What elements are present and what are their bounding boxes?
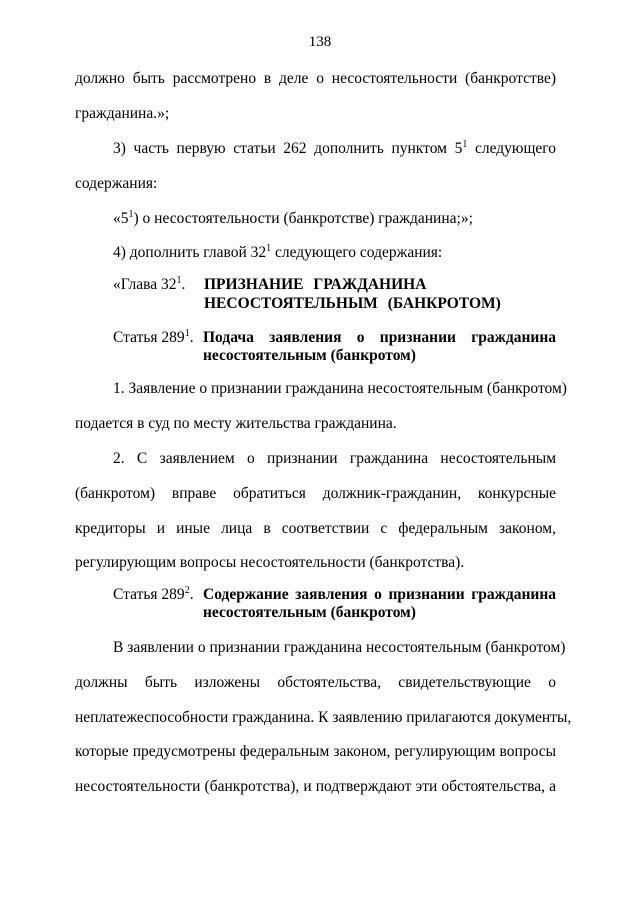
article-label: Статья $289^1$. xyxy=(113,328,194,346)
article-title: Содержание заявления о признании гражданина xyxy=(203,586,556,603)
article-label: Статья $289^2$. xyxy=(113,585,194,603)
text-line: подается в суд по месту жительства гражданина. xyxy=(75,415,397,432)
chapter-title: ПРИЗНАНИЕ ГРАЖДАНИНА xyxy=(204,276,427,293)
chapter-title: НЕСОСТОЯТЕЛЬНЫМ (БАНКРОТОМ) xyxy=(204,295,501,312)
article-title: несостоятельным (банкротом) xyxy=(203,347,416,364)
page-number: 138 xyxy=(308,34,332,50)
chapter-label: «Глава $32^1$. xyxy=(113,275,186,293)
text-line: В заявлении о признании гражданина несостоятельным (банкротом) xyxy=(113,639,566,656)
text-line: должно быть рассмотрено в деле о несостоятельности (банкротстве) xyxy=(75,70,556,87)
text-line: кредиторы и иные лица в соответствии с федеральным законом, xyxy=(75,520,556,537)
text-line: (банкротом) вправе обратиться должник-гражданин, конкурсные xyxy=(75,485,556,502)
text-line: 2. С заявлением о признании гражданина несостоятельным xyxy=(113,450,556,467)
text-line: регулирующим вопросы несостоятельности (банкротства). xyxy=(75,554,465,571)
text-line: 3) часть первую статьи 262 дополнить пунктом $5^1$ следующего xyxy=(113,139,556,157)
text-line: несостоятельности (банкротства), и подтверждают эти обстоятельства, а xyxy=(75,778,556,795)
article-title: Подача заявления о признании гражданина xyxy=(203,329,556,346)
text-line: должны быть изложены обстоятельства, свидетельствующие о xyxy=(75,674,556,691)
text-line: гражданина.»; xyxy=(75,105,170,122)
text-line: 4) дополнить главой $32^1$ следующего содержания: xyxy=(113,243,443,261)
text-line: «$5^1$) о несостоятельности (банкротстве) гражданина;»; xyxy=(113,209,473,227)
article-title: несостоятельным (банкротом) xyxy=(203,604,416,621)
text-line: содержания: xyxy=(75,175,158,192)
text-line: неплатежеспособности гражданина. К заявлению прилагаются документы, xyxy=(75,709,572,726)
text-line: которые предусмотрены федеральным законом, регулирующим вопросы xyxy=(75,743,556,760)
text-line: 1. Заявление о признании гражданина несостоятельным (банкротом) xyxy=(113,380,567,397)
